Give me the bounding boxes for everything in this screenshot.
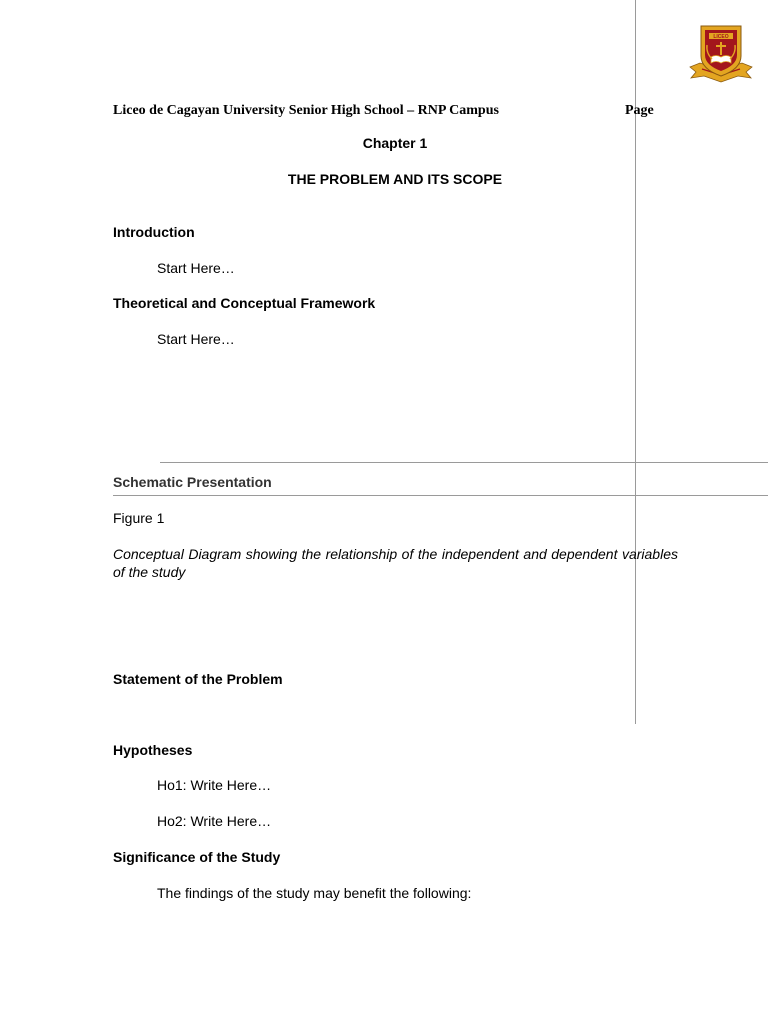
framework-body: Start Here…: [157, 331, 235, 347]
significance-heading: Significance of the Study: [113, 849, 281, 865]
horizontal-guide-line-bottom: [113, 495, 768, 496]
logo-text: LICEO: [713, 34, 729, 40]
university-seal-logo: [688, 23, 754, 85]
introduction-body: Start Here…: [157, 260, 235, 276]
framework-heading: Theoretical and Conceptual Framework: [113, 295, 376, 311]
chapter-title: THE PROBLEM AND ITS SCOPE: [287, 171, 503, 187]
hypothesis-item: Ho1: Write Here…: [157, 777, 272, 793]
page-label: Page: [625, 103, 654, 118]
horizontal-guide-line-top: [160, 462, 768, 463]
figure-caption: Conceptual Diagram showing the relationship of the independent and dependent variables of the study: [113, 546, 678, 580]
hypotheses-heading: Hypotheses: [113, 742, 193, 758]
introduction-heading: Introduction: [113, 224, 195, 240]
significance-body: The findings of the study may benefit the following:: [157, 885, 472, 901]
figure-label: Figure 1: [113, 510, 165, 526]
problem-heading: Statement of the Problem: [113, 671, 283, 687]
chapter-number: Chapter 1: [362, 135, 428, 151]
school-header: Liceo de Cagayan University Senior High School – RNP Campus: [113, 103, 499, 118]
hypothesis-item: Ho2: Write Here…: [157, 813, 272, 829]
schematic-heading: Schematic Presentation: [113, 474, 272, 490]
